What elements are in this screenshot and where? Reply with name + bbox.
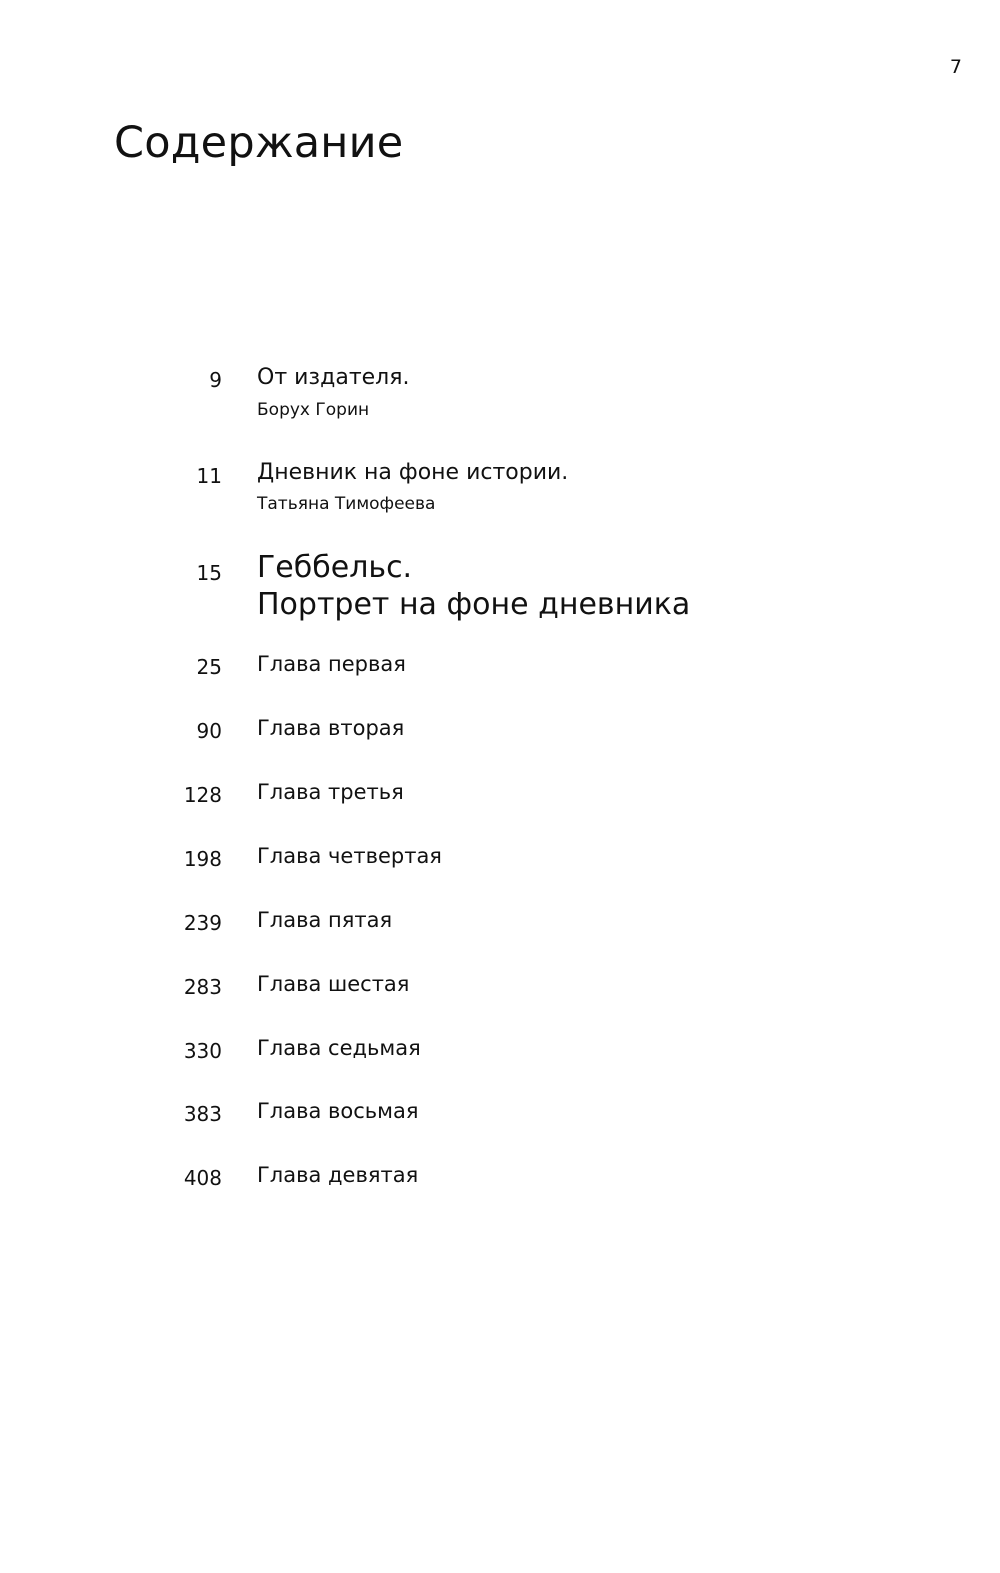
toc-entry-title: Дневник на фоне истории.	[257, 460, 569, 485]
toc-page-number: 198	[183, 847, 222, 871]
toc-entry-title-line1: Геббельс.	[257, 550, 413, 585]
toc-page-number: 283	[183, 975, 222, 999]
toc-chapter-title: Глава пятая	[257, 908, 393, 932]
toc-page-number: 128	[183, 783, 222, 807]
toc-entry-title-line2: Портрет на фоне дневника	[257, 587, 691, 622]
toc-entry-author: Борух Горин	[257, 400, 370, 420]
toc-chapter-title: Глава вторая	[257, 716, 405, 740]
toc-entry-title: От издателя.	[257, 365, 410, 390]
toc-chapter-title: Глава первая	[257, 652, 406, 676]
toc-page-number: 11	[196, 464, 222, 488]
toc-chapter-title: Глава восьмая	[257, 1099, 419, 1123]
toc-page-number: 9	[209, 368, 222, 392]
toc-page-number: 383	[183, 1102, 222, 1126]
toc-chapter-title: Глава четвертая	[257, 844, 442, 868]
toc-chapter-title: Глава шестая	[257, 972, 410, 996]
toc-page-number: 239	[183, 911, 222, 935]
toc-chapter-title: Глава седьмая	[257, 1036, 421, 1060]
toc-page-number: 408	[183, 1166, 222, 1190]
toc-chapter-title: Глава девятая	[257, 1163, 419, 1187]
toc-chapter-title: Глава третья	[257, 780, 404, 804]
toc-page-number: 15	[196, 561, 222, 585]
toc-page-number: 25	[196, 655, 222, 679]
toc-page-number: 90	[196, 719, 222, 743]
page-title: Содержание	[114, 118, 404, 168]
toc-page-number: 330	[183, 1039, 222, 1063]
page-number: 7	[949, 56, 962, 78]
toc-entry-author: Татьяна Тимофеева	[257, 494, 436, 514]
